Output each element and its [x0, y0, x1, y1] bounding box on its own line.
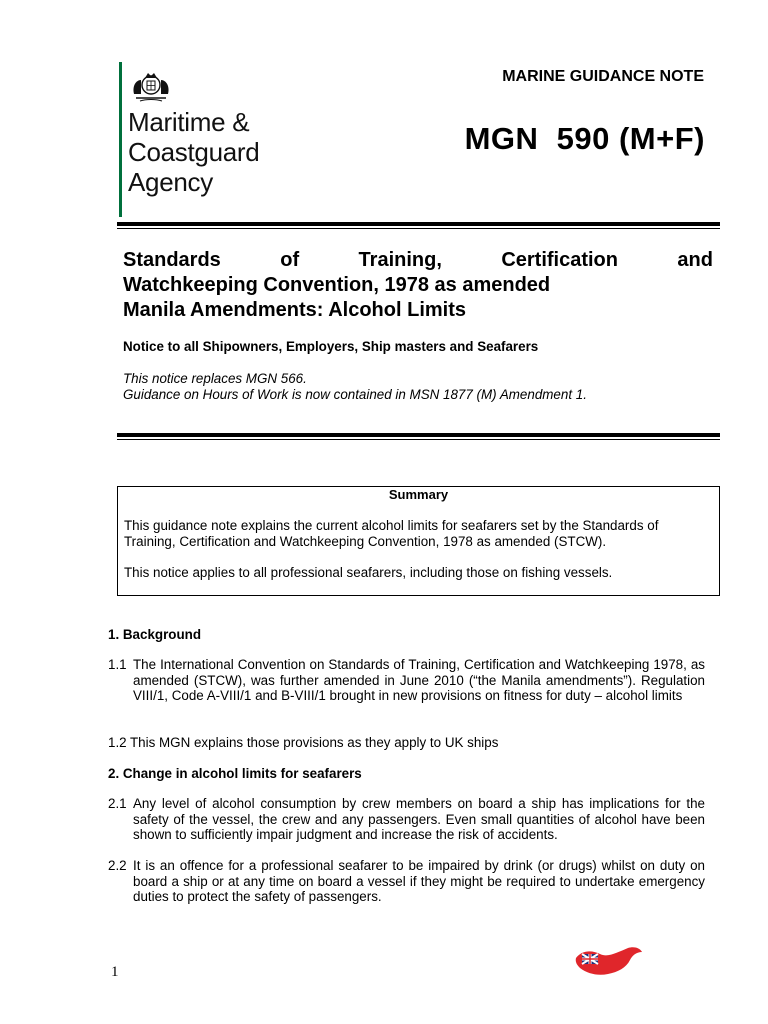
paragraph-number: 2.1: [108, 796, 127, 811]
agency-name: [128, 107, 259, 197]
page-title: [123, 248, 713, 323]
title-line: [123, 248, 713, 273]
paragraph-number: 1.2: [108, 735, 127, 750]
replacement-note-line: This notice replaces MGN 566.: [123, 371, 307, 386]
paragraph-text: Any level of alcohol consumption by crew members on board a ship has implications for the safety of the vessel, the crew and any passengers. Even small quantities of alcohol have been shown to sufficiently impair judgment and increase the risk of accidents.: [133, 796, 705, 842]
paragraph-text: This MGN explains those provisions as they apply to UK ships: [130, 735, 499, 750]
title-divider: [117, 433, 720, 440]
title-word: Certification: [501, 249, 618, 271]
title-word: Standards: [123, 249, 221, 271]
summary-title: Summary: [388, 487, 449, 502]
summary-paragraph: This notice applies to all professional seafarers, including those on fishing vessels.: [124, 565, 613, 580]
agency-name-line: Maritime &: [128, 107, 250, 137]
agency-name-line: Coastguard: [128, 137, 260, 167]
section-heading: 1. Background: [108, 627, 202, 642]
royal-crest-icon: [126, 64, 176, 104]
paragraph-text: It is an offence for a professional seafarer to be impaired by drink (or drugs) whilst on duty on board a ship or at any time on board a vessel if they might be required to undertake emergency duties to protect the safety of passengers.: [133, 858, 705, 904]
summary-paragraph: This guidance note explains the current alcohol limits for seafarers set by the Standards of Training, Certification and Watchkeeping Convention, 1978 as amended (STCW).: [124, 518, 659, 549]
page-number: 1: [111, 964, 119, 980]
header-divider: [117, 222, 720, 229]
title-line: Watchkeeping Convention, 1978 as amended: [123, 274, 551, 296]
paragraph-number: 2.2: [108, 858, 127, 873]
section-heading: 2. Change in alcohol limits for seafarers: [108, 766, 362, 781]
replacement-note-line: Guidance on Hours of Work is now contained in MSN 1877 (M) Amendment 1.: [123, 386, 587, 402]
title-word: of: [280, 249, 300, 271]
agency-name-line: Agency: [128, 167, 213, 197]
doc-number: MGN 590 (M+F): [464, 121, 705, 156]
paragraph-1-2: [108, 735, 705, 751]
notice-audience: Notice to all Shipowners, Employers, Ship masters and Seafarers: [123, 339, 539, 354]
paragraph-1-1: [108, 657, 705, 704]
paragraph-text: The International Convention on Standards of Training, Certification and Watchkeeping 1978, as amended (STCW), was further amended in June 2010 (“the Manila amendments”). Regulation VIII/1, Code A-VIII/1 and B-VIII/1 brought in new provisions on fitness for duty – alcohol limits: [133, 657, 705, 703]
title-word: and: [677, 249, 713, 271]
paragraph-2-1: [108, 796, 705, 843]
red-ensign-flag-icon: [574, 944, 644, 980]
paragraph-2-2: [108, 858, 705, 905]
title-line: Manila Amendments: Alcohol Limits: [123, 299, 466, 321]
logo-divider: [119, 62, 122, 217]
title-word: Training,: [358, 249, 442, 271]
summary-box: [117, 486, 720, 596]
paragraph-number: 1.1: [108, 657, 127, 672]
agency-logo: [76, 30, 302, 218]
replacement-note: [123, 371, 587, 402]
doc-type-label: MARINE GUIDANCE NOTE: [502, 68, 704, 85]
